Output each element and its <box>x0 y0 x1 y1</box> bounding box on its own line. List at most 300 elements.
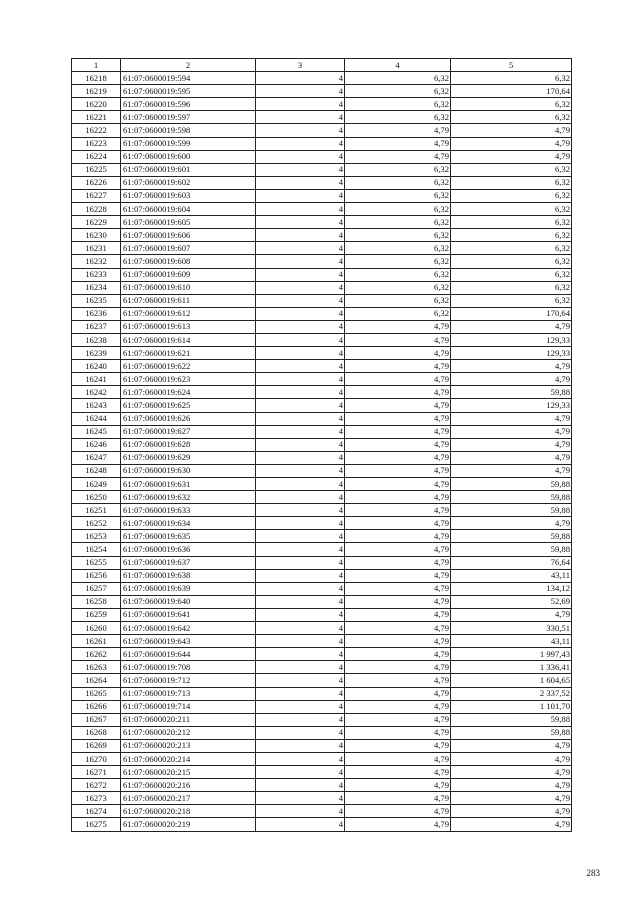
table-row <box>72 687 572 700</box>
cadastral-number-cell: 61:07:0600019:632 <box>121 491 256 504</box>
rate-cell: 4,79 <box>345 360 451 373</box>
row-number-cell: 16244 <box>72 412 121 425</box>
category-cell: 4 <box>256 792 345 805</box>
category-cell: 4 <box>256 333 345 346</box>
rate-cell: 6,32 <box>345 307 451 320</box>
category-cell: 4 <box>256 137 345 150</box>
category-cell: 4 <box>256 124 345 137</box>
row-number-cell: 16254 <box>72 543 121 556</box>
row-number-cell: 16273 <box>72 792 121 805</box>
cadastral-number-cell: 61:07:0600019:636 <box>121 543 256 556</box>
row-number-cell: 16238 <box>72 333 121 346</box>
rate-cell: 4,79 <box>345 451 451 464</box>
rate-cell: 4,79 <box>345 661 451 674</box>
row-number-cell: 16272 <box>72 779 121 792</box>
table-row <box>72 360 572 373</box>
column-header-2: 2 <box>121 59 256 72</box>
column-header-1: 1 <box>72 59 121 72</box>
rate-cell: 4,79 <box>345 543 451 556</box>
row-number-cell: 16234 <box>72 281 121 294</box>
category-cell: 4 <box>256 150 345 163</box>
rate-cell: 6,32 <box>345 255 451 268</box>
table-row <box>72 412 572 425</box>
rate-cell: 6,32 <box>345 281 451 294</box>
category-cell: 4 <box>256 229 345 242</box>
cadastral-number-cell: 61:07:0600020:216 <box>121 779 256 792</box>
row-number-cell: 16224 <box>72 150 121 163</box>
table-row <box>72 622 572 635</box>
rate-cell: 4,79 <box>345 347 451 360</box>
cadastral-number-cell: 61:07:0600020:212 <box>121 726 256 739</box>
value-cell: 4,79 <box>451 137 572 150</box>
table-row <box>72 399 572 412</box>
table-row <box>72 713 572 726</box>
category-cell: 4 <box>256 648 345 661</box>
table-row <box>72 373 572 386</box>
rate-cell: 4,79 <box>345 608 451 621</box>
cadastral-number-cell: 61:07:0600019:639 <box>121 582 256 595</box>
rate-cell: 4,79 <box>345 412 451 425</box>
cadastral-number-cell: 61:07:0600019:594 <box>121 72 256 85</box>
value-cell: 59,88 <box>451 726 572 739</box>
table-row <box>72 556 572 569</box>
category-cell: 4 <box>256 661 345 674</box>
rate-cell: 6,32 <box>345 176 451 189</box>
cadastral-number-cell: 61:07:0600019:611 <box>121 294 256 307</box>
cadastral-number-cell: 61:07:0600019:598 <box>121 124 256 137</box>
rate-cell: 4,79 <box>345 425 451 438</box>
rate-cell: 6,32 <box>345 294 451 307</box>
rate-cell: 4,79 <box>345 491 451 504</box>
value-cell: 59,88 <box>451 491 572 504</box>
row-number-cell: 16247 <box>72 451 121 464</box>
cadastral-number-cell: 61:07:0600019:638 <box>121 569 256 582</box>
cadastral-number-cell: 61:07:0600019:623 <box>121 373 256 386</box>
category-cell: 4 <box>256 504 345 517</box>
value-cell: 6,32 <box>451 203 572 216</box>
category-cell: 4 <box>256 281 345 294</box>
value-cell: 4,79 <box>451 412 572 425</box>
row-number-cell: 16261 <box>72 635 121 648</box>
cadastral-number-cell: 61:07:0600019:612 <box>121 307 256 320</box>
value-cell: 4,79 <box>451 818 572 831</box>
cadastral-number-cell: 61:07:0600019:603 <box>121 189 256 202</box>
table-row <box>72 242 572 255</box>
row-number-cell: 16228 <box>72 203 121 216</box>
category-cell: 4 <box>256 72 345 85</box>
table-row <box>72 268 572 281</box>
category-cell: 4 <box>256 216 345 229</box>
rate-cell: 4,79 <box>345 464 451 477</box>
row-number-cell: 16243 <box>72 399 121 412</box>
rate-cell: 4,79 <box>345 386 451 399</box>
cadastral-number-cell: 61:07:0600019:606 <box>121 229 256 242</box>
rate-cell: 4,79 <box>345 818 451 831</box>
rate-cell: 4,79 <box>345 399 451 412</box>
row-number-cell: 16262 <box>72 648 121 661</box>
cadastral-number-cell: 61:07:0600019:642 <box>121 622 256 635</box>
table-body <box>72 72 572 831</box>
table-row <box>72 255 572 268</box>
category-cell: 4 <box>256 805 345 818</box>
table-row <box>72 648 572 661</box>
value-cell: 4,79 <box>451 779 572 792</box>
row-number-cell: 16221 <box>72 111 121 124</box>
category-cell: 4 <box>256 255 345 268</box>
table-row <box>72 320 572 333</box>
table-row <box>72 438 572 451</box>
category-cell: 4 <box>256 85 345 98</box>
row-number-cell: 16255 <box>72 556 121 569</box>
value-cell: 6,32 <box>451 176 572 189</box>
value-cell: 1 604,65 <box>451 674 572 687</box>
cadastral-number-cell: 61:07:0600019:637 <box>121 556 256 569</box>
table-row <box>72 792 572 805</box>
cadastral-number-cell: 61:07:0600019:635 <box>121 530 256 543</box>
row-number-cell: 16266 <box>72 700 121 713</box>
table-row <box>72 608 572 621</box>
row-number-cell: 16241 <box>72 373 121 386</box>
cadastral-number-cell: 61:07:0600019:644 <box>121 648 256 661</box>
rate-cell: 6,32 <box>345 98 451 111</box>
cadastral-number-cell: 61:07:0600019:605 <box>121 216 256 229</box>
cadastral-number-cell: 61:07:0600020:214 <box>121 752 256 765</box>
table-row <box>72 347 572 360</box>
value-cell: 4,79 <box>451 150 572 163</box>
rate-cell: 4,79 <box>345 713 451 726</box>
value-cell: 4,79 <box>451 451 572 464</box>
category-cell: 4 <box>256 399 345 412</box>
table-row <box>72 163 572 176</box>
row-number-cell: 16219 <box>72 85 121 98</box>
value-cell: 170,64 <box>451 85 572 98</box>
cadastral-number-cell: 61:07:0600019:633 <box>121 504 256 517</box>
category-cell: 4 <box>256 608 345 621</box>
rate-cell: 6,32 <box>345 229 451 242</box>
row-number-cell: 16246 <box>72 438 121 451</box>
table-row <box>72 216 572 229</box>
category-cell: 4 <box>256 478 345 491</box>
table-row <box>72 425 572 438</box>
category-cell: 4 <box>256 451 345 464</box>
rate-cell: 4,79 <box>345 752 451 765</box>
value-cell: 59,88 <box>451 713 572 726</box>
rate-cell: 4,79 <box>345 687 451 700</box>
table-row <box>72 98 572 111</box>
row-number-cell: 16236 <box>72 307 121 320</box>
cadastral-number-cell: 61:07:0600019:634 <box>121 517 256 530</box>
row-number-cell: 16220 <box>72 98 121 111</box>
column-header-5: 5 <box>451 59 572 72</box>
category-cell: 4 <box>256 203 345 216</box>
row-number-cell: 16237 <box>72 320 121 333</box>
rate-cell: 4,79 <box>345 726 451 739</box>
category-cell: 4 <box>256 739 345 752</box>
category-cell: 4 <box>256 543 345 556</box>
row-number-cell: 16270 <box>72 752 121 765</box>
cadastral-number-cell: 61:07:0600020:213 <box>121 739 256 752</box>
table-row <box>72 111 572 124</box>
rate-cell: 6,32 <box>345 189 451 202</box>
table-row <box>72 569 572 582</box>
value-cell: 4,79 <box>451 792 572 805</box>
value-cell: 6,32 <box>451 111 572 124</box>
value-cell: 6,32 <box>451 294 572 307</box>
category-cell: 4 <box>256 347 345 360</box>
cadastral-number-cell: 61:07:0600019:627 <box>121 425 256 438</box>
rate-cell: 4,79 <box>345 137 451 150</box>
cadastral-number-cell: 61:07:0600019:613 <box>121 320 256 333</box>
value-cell: 59,88 <box>451 543 572 556</box>
table-row <box>72 674 572 687</box>
category-cell: 4 <box>256 582 345 595</box>
value-cell: 1 336,41 <box>451 661 572 674</box>
cadastral-number-cell: 61:07:0600019:601 <box>121 163 256 176</box>
value-cell: 4,79 <box>451 739 572 752</box>
value-cell: 6,32 <box>451 255 572 268</box>
value-cell: 43,11 <box>451 569 572 582</box>
category-cell: 4 <box>256 294 345 307</box>
cadastral-number-cell: 61:07:0600019:625 <box>121 399 256 412</box>
rate-cell: 6,32 <box>345 242 451 255</box>
cadastral-number-cell: 61:07:0600019:602 <box>121 176 256 189</box>
category-cell: 4 <box>256 517 345 530</box>
rate-cell: 4,79 <box>345 320 451 333</box>
table-row <box>72 700 572 713</box>
row-number-cell: 16239 <box>72 347 121 360</box>
row-number-cell: 16271 <box>72 766 121 779</box>
rate-cell: 4,79 <box>345 582 451 595</box>
table-row <box>72 491 572 504</box>
row-number-cell: 16229 <box>72 216 121 229</box>
table-row <box>72 739 572 752</box>
table-row <box>72 582 572 595</box>
value-cell: 6,32 <box>451 72 572 85</box>
value-cell: 59,88 <box>451 530 572 543</box>
category-cell: 4 <box>256 779 345 792</box>
rate-cell: 4,79 <box>345 674 451 687</box>
table-row <box>72 229 572 242</box>
category-cell: 4 <box>256 373 345 386</box>
category-cell: 4 <box>256 189 345 202</box>
value-cell: 2 337,52 <box>451 687 572 700</box>
table-row <box>72 150 572 163</box>
row-number-cell: 16218 <box>72 72 121 85</box>
table-row <box>72 333 572 346</box>
rate-cell: 6,32 <box>345 111 451 124</box>
cadastral-number-cell: 61:07:0600019:621 <box>121 347 256 360</box>
table-row <box>72 451 572 464</box>
table-row <box>72 307 572 320</box>
category-cell: 4 <box>256 726 345 739</box>
value-cell: 170,64 <box>451 307 572 320</box>
table-row <box>72 805 572 818</box>
table-row <box>72 766 572 779</box>
rate-cell: 4,79 <box>345 700 451 713</box>
category-cell: 4 <box>256 766 345 779</box>
category-cell: 4 <box>256 360 345 373</box>
cadastral-number-cell: 61:07:0600019:708 <box>121 661 256 674</box>
rate-cell: 4,79 <box>345 766 451 779</box>
row-number-cell: 16268 <box>72 726 121 739</box>
value-cell: 4,79 <box>451 320 572 333</box>
column-header-3: 3 <box>256 59 345 72</box>
row-number-cell: 16274 <box>72 805 121 818</box>
category-cell: 4 <box>256 622 345 635</box>
row-number-cell: 16257 <box>72 582 121 595</box>
cadastral-number-cell: 61:07:0600019:604 <box>121 203 256 216</box>
cadastral-number-cell: 61:07:0600020:218 <box>121 805 256 818</box>
rate-cell: 4,79 <box>345 478 451 491</box>
category-cell: 4 <box>256 556 345 569</box>
table-row <box>72 176 572 189</box>
table-row <box>72 189 572 202</box>
rate-cell: 4,79 <box>345 373 451 386</box>
cadastral-number-cell: 61:07:0600020:215 <box>121 766 256 779</box>
value-cell: 1 101,70 <box>451 700 572 713</box>
row-number-cell: 16235 <box>72 294 121 307</box>
cadastral-number-cell: 61:07:0600019:713 <box>121 687 256 700</box>
rate-cell: 4,79 <box>345 569 451 582</box>
value-cell: 4,79 <box>451 752 572 765</box>
row-number-cell: 16232 <box>72 255 121 268</box>
row-number-cell: 16258 <box>72 595 121 608</box>
table-row <box>72 386 572 399</box>
table-row <box>72 85 572 98</box>
rate-cell: 4,79 <box>345 530 451 543</box>
row-number-cell: 16233 <box>72 268 121 281</box>
row-number-cell: 16260 <box>72 622 121 635</box>
category-cell: 4 <box>256 595 345 608</box>
table-row <box>72 281 572 294</box>
category-cell: 4 <box>256 242 345 255</box>
row-number-cell: 16264 <box>72 674 121 687</box>
row-number-cell: 16252 <box>72 517 121 530</box>
rate-cell: 4,79 <box>345 779 451 792</box>
value-cell: 6,32 <box>451 98 572 111</box>
value-cell: 59,88 <box>451 386 572 399</box>
value-cell: 6,32 <box>451 189 572 202</box>
row-number-cell: 16225 <box>72 163 121 176</box>
table-row <box>72 818 572 831</box>
category-cell: 4 <box>256 163 345 176</box>
value-cell: 6,32 <box>451 281 572 294</box>
row-number-cell: 16265 <box>72 687 121 700</box>
table-row <box>72 595 572 608</box>
table-row <box>72 517 572 530</box>
table-row <box>72 203 572 216</box>
value-cell: 4,79 <box>451 464 572 477</box>
table-row <box>72 752 572 765</box>
category-cell: 4 <box>256 491 345 504</box>
value-cell: 129,33 <box>451 333 572 346</box>
table-row <box>72 635 572 648</box>
cadastral-number-cell: 61:07:0600019:643 <box>121 635 256 648</box>
table-row <box>72 294 572 307</box>
cadastral-number-cell: 61:07:0600019:609 <box>121 268 256 281</box>
value-cell: 4,79 <box>451 517 572 530</box>
row-number-cell: 16251 <box>72 504 121 517</box>
category-cell: 4 <box>256 320 345 333</box>
rate-cell: 4,79 <box>345 635 451 648</box>
table-row <box>72 137 572 150</box>
rate-cell: 6,32 <box>345 85 451 98</box>
rate-cell: 4,79 <box>345 792 451 805</box>
row-number-cell: 16226 <box>72 176 121 189</box>
rate-cell: 4,79 <box>345 648 451 661</box>
cadastral-number-cell: 61:07:0600019:607 <box>121 242 256 255</box>
cadastral-number-cell: 61:07:0600019:641 <box>121 608 256 621</box>
value-cell: 4,79 <box>451 608 572 621</box>
table-row <box>72 543 572 556</box>
cadastral-number-cell: 61:07:0600019:599 <box>121 137 256 150</box>
rate-cell: 6,32 <box>345 203 451 216</box>
table-row <box>72 530 572 543</box>
value-cell: 4,79 <box>451 425 572 438</box>
category-cell: 4 <box>256 268 345 281</box>
category-cell: 4 <box>256 386 345 399</box>
value-cell: 59,88 <box>451 478 572 491</box>
value-cell: 129,33 <box>451 399 572 412</box>
value-cell: 52,69 <box>451 595 572 608</box>
row-number-cell: 16263 <box>72 661 121 674</box>
row-number-cell: 16253 <box>72 530 121 543</box>
row-number-cell: 16250 <box>72 491 121 504</box>
rate-cell: 6,32 <box>345 268 451 281</box>
table-row <box>72 504 572 517</box>
value-cell: 6,32 <box>451 229 572 242</box>
row-number-cell: 16222 <box>72 124 121 137</box>
value-cell: 43,11 <box>451 635 572 648</box>
value-cell: 6,32 <box>451 242 572 255</box>
value-cell: 129,33 <box>451 347 572 360</box>
row-number-cell: 16242 <box>72 386 121 399</box>
table-header <box>72 59 572 72</box>
value-cell: 6,32 <box>451 268 572 281</box>
cadastral-number-cell: 61:07:0600019:597 <box>121 111 256 124</box>
rate-cell: 4,79 <box>345 622 451 635</box>
category-cell: 4 <box>256 307 345 320</box>
cadastral-number-cell: 61:07:0600019:624 <box>121 386 256 399</box>
category-cell: 4 <box>256 464 345 477</box>
value-cell: 134,12 <box>451 582 572 595</box>
page-number: 283 <box>586 868 600 878</box>
row-number-cell: 16231 <box>72 242 121 255</box>
row-number-cell: 16227 <box>72 189 121 202</box>
cadastral-number-cell: 61:07:0600019:596 <box>121 98 256 111</box>
rate-cell: 4,79 <box>345 556 451 569</box>
category-cell: 4 <box>256 98 345 111</box>
rate-cell: 4,79 <box>345 595 451 608</box>
cadastral-number-cell: 61:07:0600020:211 <box>121 713 256 726</box>
cadastral-number-cell: 61:07:0600020:217 <box>121 792 256 805</box>
data-table <box>71 58 572 832</box>
column-header-4: 4 <box>345 59 451 72</box>
table-row <box>72 661 572 674</box>
cadastral-number-cell: 61:07:0600019:631 <box>121 478 256 491</box>
category-cell: 4 <box>256 674 345 687</box>
cadastral-number-cell: 61:07:0600019:712 <box>121 674 256 687</box>
row-number-cell: 16256 <box>72 569 121 582</box>
table-row <box>72 72 572 85</box>
table-row <box>72 478 572 491</box>
value-cell: 4,79 <box>451 124 572 137</box>
category-cell: 4 <box>256 111 345 124</box>
row-number-cell: 16259 <box>72 608 121 621</box>
rate-cell: 4,79 <box>345 333 451 346</box>
value-cell: 4,79 <box>451 438 572 451</box>
row-number-cell: 16248 <box>72 464 121 477</box>
